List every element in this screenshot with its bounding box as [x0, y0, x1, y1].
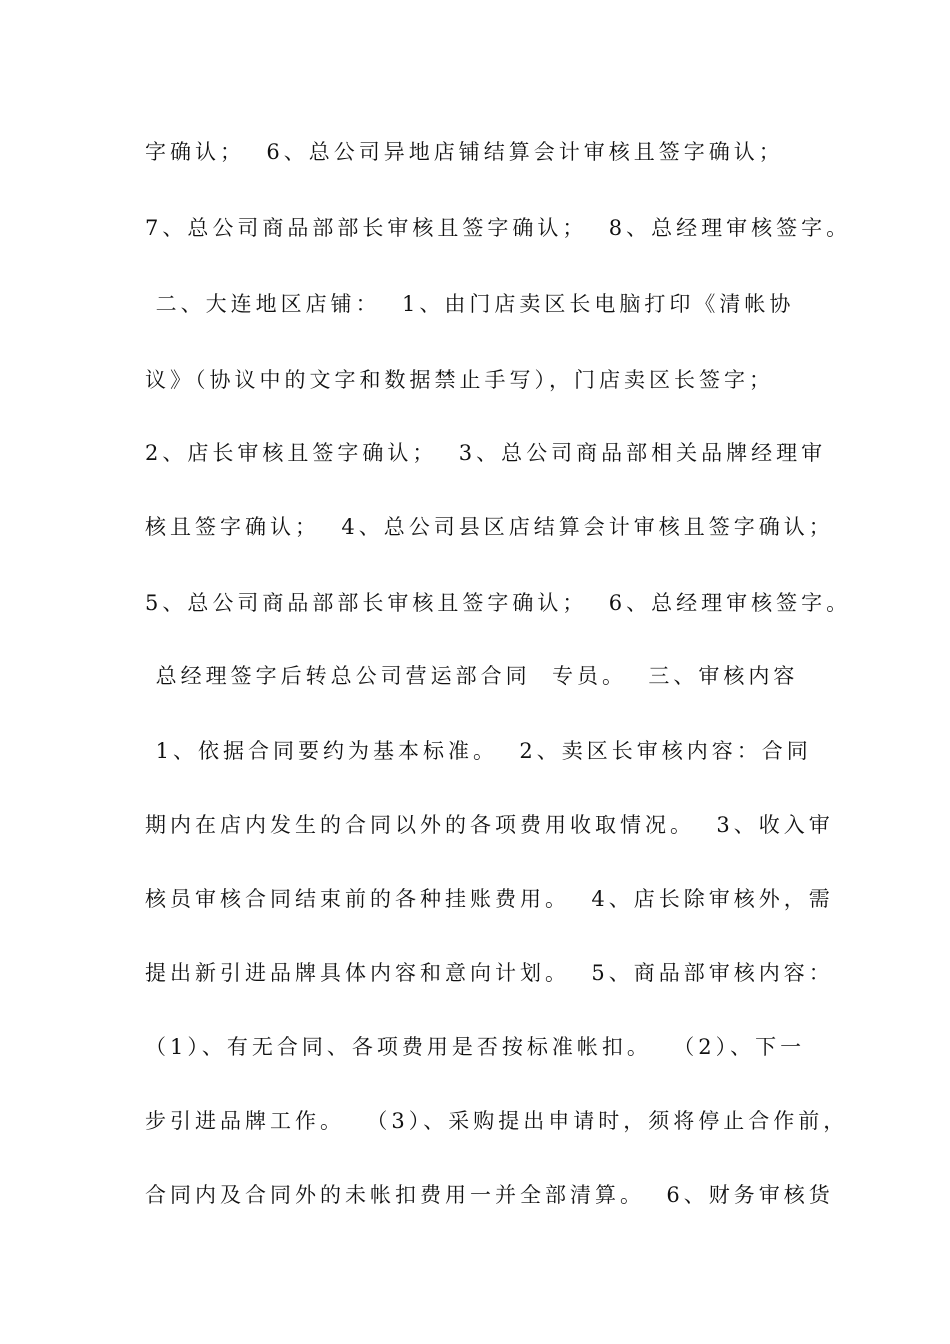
text-line: 二、大连地区店铺： 1、由门店卖区长电脑打印《清帐协 — [145, 292, 795, 316]
text-line: （1）、有无合同、各项费用是否按标准帐扣。 （2）、下一 — [145, 1035, 806, 1059]
text-line: 期内在店内发生的合同以外的各项费用收取情况。 3、收入审 — [145, 813, 834, 837]
text-line: 5、总公司商品部部长审核且签字确认； 6、总经理审核签字。 — [145, 591, 852, 615]
text-line: 1、依据合同要约为基本标准。 2、卖区长审核内容：合同 — [145, 739, 812, 763]
text-line: 步引进品牌工作。 （3）、采购提出申请时，须将停止合作前， — [145, 1109, 849, 1133]
text-line: 字确认； 6、总公司异地店铺结算会计审核且签字确认； — [145, 140, 784, 164]
text-line: 合同内及合同外的未帐扣费用一并全部清算。 6、财务审核货 — [145, 1183, 834, 1207]
text-line: 提出新引进品牌具体内容和意向计划。 5、商品部审核内容： — [145, 961, 834, 985]
text-line: 7、总公司商品部部长审核且签字确认； 8、总经理审核签字。 — [145, 216, 852, 240]
text-line: 议》（协议中的文字和数据禁止手写），门店卖区长签字； — [145, 368, 774, 392]
text-line: 核员审核合同结束前的各种挂账费用。 4、店长除审核外，需 — [145, 887, 834, 911]
text-line: 2、店长审核且签字确认； 3、总公司商品部相关品牌经理审 — [145, 441, 827, 465]
text-line: 核且签字确认； 4、总公司县区店结算会计审核且签字确认； — [145, 515, 834, 539]
text-line: 总经理签字后转总公司营运部合同 专员。 三、审核内容 — [145, 664, 799, 688]
